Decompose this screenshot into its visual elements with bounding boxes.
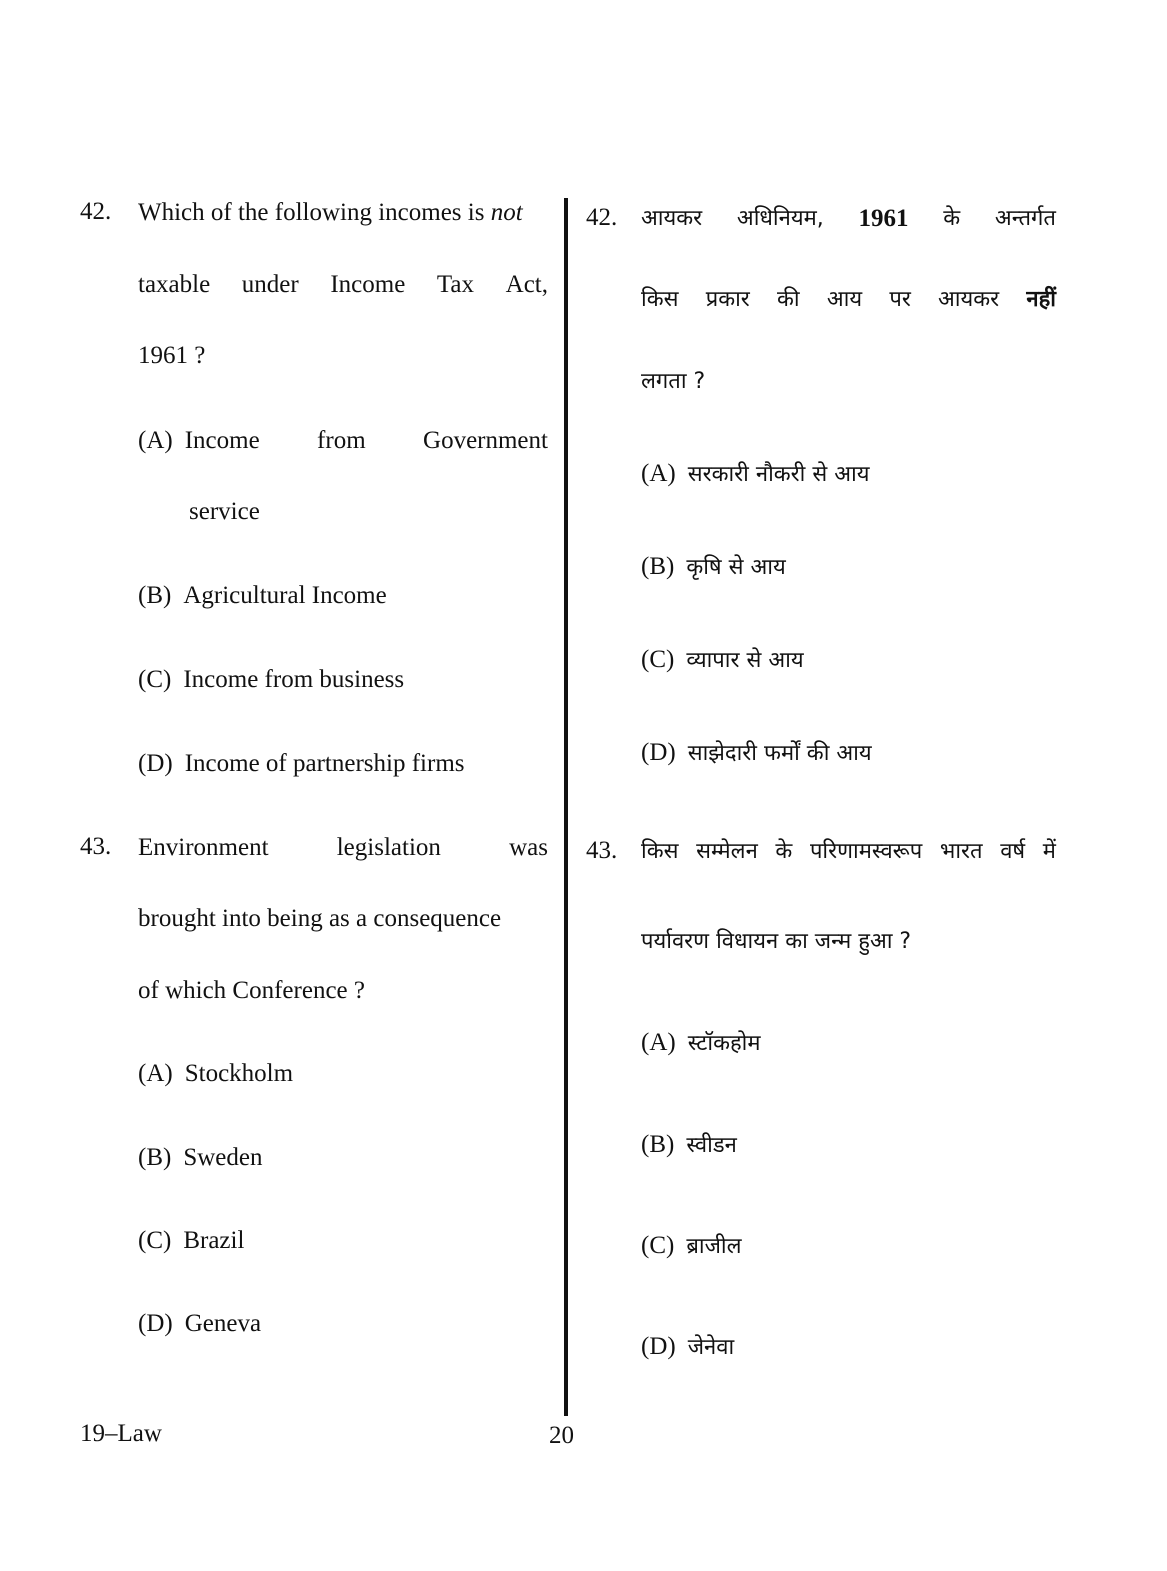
option-d: (D) साझेदारी फर्मों की आय [641, 739, 872, 766]
question-text-line: किस प्रकार की आय पर आयकर नहीं [641, 287, 1056, 312]
question-number: 42. [80, 198, 112, 225]
option-c: (C) ब्राजील [641, 1232, 742, 1259]
paper-code: 19–Law [80, 1420, 162, 1447]
question-text-line: brought into being as a consequence [138, 905, 502, 932]
question-number: 43. [586, 837, 618, 864]
question-text-line: of which Conference ? [138, 977, 365, 1004]
option-a: (A) Income from Government [138, 427, 548, 454]
option-c: (C) Brazil [138, 1227, 245, 1254]
option-d: (D) Geneva [138, 1310, 262, 1337]
question-text-line: पर्यावरण विधायन का जन्म हुआ ? [641, 929, 912, 954]
option-b: (B) कृषि से आय [641, 553, 786, 580]
question-text-line: Environment legislation was [138, 834, 548, 861]
option-b: (B) स्वीडन [641, 1131, 737, 1158]
question-text-line: Which of the following incomes is not [138, 199, 523, 226]
question-text-line: 1961 ? [138, 342, 206, 369]
option-a-continuation: service [189, 498, 260, 525]
option-b: (B) Sweden [138, 1144, 263, 1171]
question-text-line: taxable under Income Tax Act, [138, 271, 548, 298]
option-a: (A) स्टॉकहोम [641, 1029, 761, 1056]
question-number: 42. [586, 204, 618, 231]
option-a: (A) सरकारी नौकरी से आय [641, 460, 870, 487]
option-c: (C) व्यापार से आय [641, 646, 804, 673]
option-d: (D) जेनेवा [641, 1333, 735, 1360]
option-d: (D) Income of partnership firms [138, 750, 465, 777]
question-text-line: आयकर अधिनियम, 1961 के अन्तर्गत [641, 205, 1056, 232]
page-number: 20 [549, 1422, 574, 1449]
question-text-line: लगता ? [641, 369, 706, 394]
column-divider [564, 198, 568, 1416]
option-b: (B) Agricultural Income [138, 582, 387, 609]
option-c: (C) Income from business [138, 666, 405, 693]
question-text-line: किस सम्मेलन के परिणामस्वरूप भारत वर्ष में [641, 839, 1056, 864]
option-a: (A) Stockholm [138, 1060, 294, 1087]
question-number: 43. [80, 833, 112, 860]
